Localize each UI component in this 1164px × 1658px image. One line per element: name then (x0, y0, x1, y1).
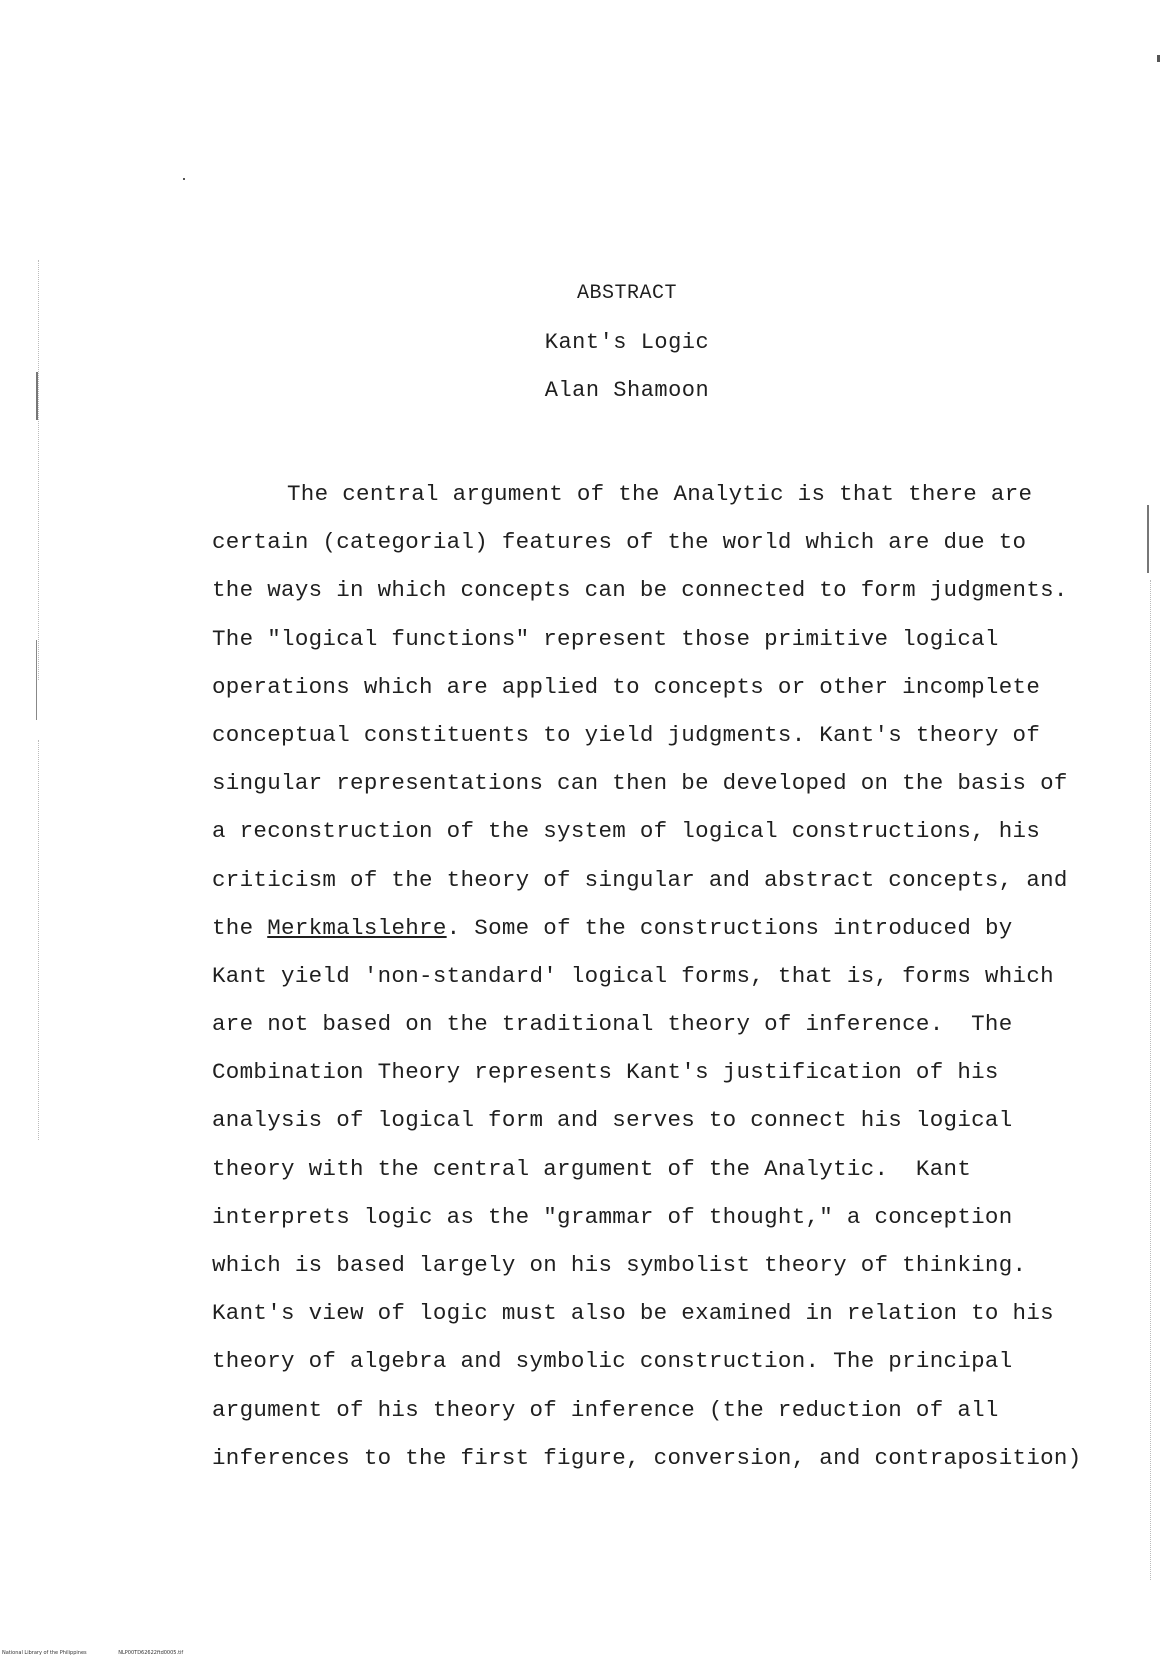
file-identifier: NLP00TD62622ftd0005.tif (118, 1650, 184, 1656)
scan-footer (2, 1650, 213, 1656)
body-line: theory with the central argument of the Analytic. Kant (212, 1155, 972, 1182)
body-line: inferences to the first figure, conversion, and contraposition) (212, 1444, 1082, 1471)
body-line: The "logical functions" represent those primitive logical (212, 625, 999, 652)
body-line: the ways in which concepts can be connected to form judgments. (212, 577, 1068, 604)
scan-edge-mark (38, 740, 39, 1140)
body-line (212, 904, 1092, 952)
body-line: theory of algebra and symbolic construction. The principal (212, 1348, 1013, 1375)
merkmalslehre-term: Merkmalslehre (267, 914, 447, 941)
scan-edge-mark (1150, 580, 1151, 1580)
body-line: criticism of the theory of singular and abstract concepts, and (212, 866, 1068, 893)
author-name: Alan Shamoon (544, 378, 710, 403)
body-line: are not based on the traditional theory of inference. The (212, 1011, 1013, 1038)
library-credit: National Library of the Philippines (2, 1650, 87, 1656)
body-line: argument of his theory of inference (the reduction of all (212, 1396, 999, 1423)
scan-edge-mark (38, 260, 39, 680)
body-line: Kant's view of logic must also be examined in relation to his (212, 1300, 1054, 1327)
abstract-heading: ABSTRACT (576, 282, 677, 305)
line-suffix: . Some of the constructions introduced by (446, 914, 1013, 941)
scan-speck (1157, 55, 1160, 62)
body-line: a reconstruction of the system of logical constructions, his (212, 818, 1041, 845)
body-line: conceptual constituents to yield judgments. Kant's theory of (212, 721, 1041, 748)
document-title: Kant's Logic (544, 330, 710, 355)
body-line: singular representations can then be developed on the basis of (212, 770, 1068, 797)
scan-speck (183, 178, 185, 180)
scan-speck (36, 640, 37, 720)
body-line: which is based largely on his symbolist theory of thinking. (212, 1252, 1027, 1278)
body-line: certain (categorial) features of the world which are due to (212, 529, 1027, 556)
body-line: interprets logic as the "grammar of thought," a conception (212, 1203, 1013, 1230)
body-line: Combination Theory represents Kant's justification of his (212, 1059, 999, 1086)
body-line: analysis of logical form and serves to connect his logical (212, 1107, 1013, 1134)
line-prefix: the (212, 914, 268, 941)
abstract-body (212, 470, 1092, 1482)
body-line: operations which are applied to concepts or other incomplete (212, 673, 1041, 700)
scan-speck (1147, 505, 1149, 573)
body-line: The central argument of the Analytic is that there are (287, 481, 1033, 507)
body-line: Kant yield 'non-standard' logical forms, that is, forms which (212, 962, 1054, 989)
